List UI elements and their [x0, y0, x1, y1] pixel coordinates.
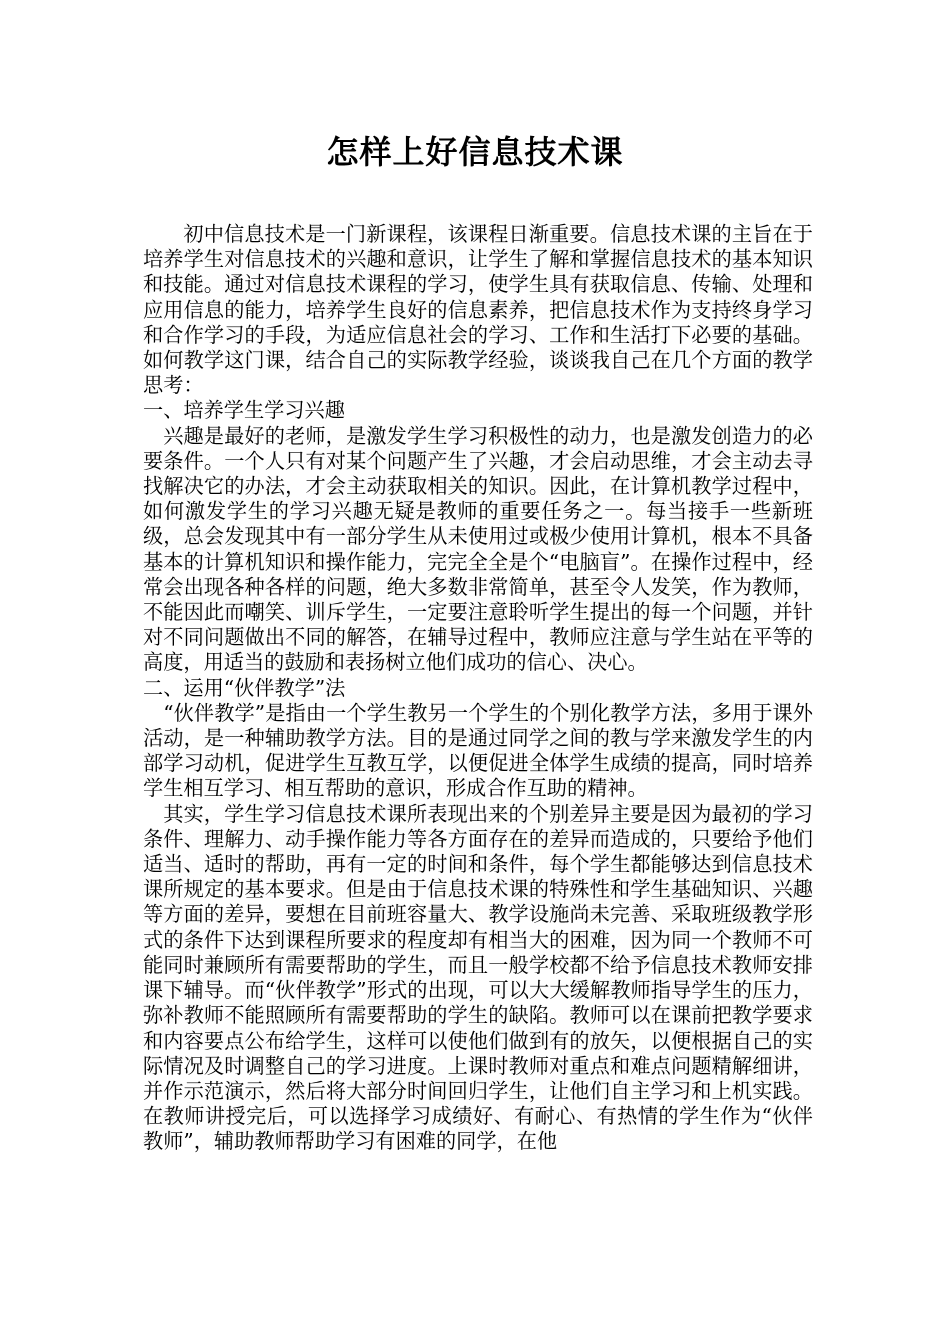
page-title: 怎样上好信息技术课 — [326, 133, 624, 171]
section-2-paragraph-2: 其实，学生学习信息技术课所表现出来的个别差异主要是因为最初的学习条件、理解力、动手操作能力等各方面存在的差异而造成的，只要给予他们适当、适时的帮助，再有一定的时间和条件，每个学生都能够达到信息技术课所规定的基本要求。但是由于信息技术课的特殊性和学生基础知识、兴趣等方面的差异，要想在目前班容量大、教学设施尚未完善、采取班级教学形式的条件下达到课程所要求的程度却有相当大的困难，因为同一个教师不可能同时兼顾所有需要帮助的学生，而且一般学校都不给予信息技术教师安排课下辅导。而“伙伴教学”形式的出现，可以大大缓解教师指导学生的压力，弥补教师不能照顾所有需要帮助的学生的缺陷。教师可以在课前把教学要求和内容要点公布给学生，这样可以使他们做到有的放矢，以便根据自己的实际情况及时调整自己的学习进度。上课时教师对重点和难点问题精解细讲，并作示范演示，然后将大部分时间回归学生，让他们自主学习和上机实践。在教师讲授完后，可以选择学习成绩好、有耐心、有热情的学生作为“伙伴教师”，辅助教师帮助学习有困难的同学，在他 — [143, 801, 813, 1154]
section-1-paragraph: 兴趣是最好的老师，是激发学生学习积极性的动力，也是激发创造力的必要条件。一个人只有对某个问题产生了兴趣，才会启动思维，才会主动去寻找解决它的办法，才会主动获取相关的知识。因此，在计算机教学过程中，如何激发学生的学习兴趣无疑是教师的重要任务之一。每当接手一些新班级，总会发现其中有一部分学生从未使用过或极少使用计算机，根本不具备基本的计算机知识和操作能力，完完全全是个“电脑盲”。在操作过程中，经常会出现各种各样的问题，绝大多数非常简单，甚至令人发笑，作为教师，不能因此而嘲笑、训斥学生，一定要注意聆听学生提出的每一个问题，并针对不同问题做出不同的解答，在辅导过程中，教师应注意与学生站在平等的高度，用适当的鼓励和表扬树立他们成功的信心、决心。 — [143, 423, 813, 675]
intro-paragraph: 初中信息技术是一门新课程，该课程日渐重要。信息技术课的主旨在于培养学生对信息技术的兴趣和意识，让学生了解和掌握信息技术的基本知识和技能。通过对信息技术课程的学习，使学生具有获取信息、传输、处理和应用信息的能力，培养学生良好的信息素养，把信息技术作为支持终身学习和合作学习的手段，为适应信息社会的学习、工作和生活打下必要的基础。如何教学这门课，结合自己的实际教学经验，谈谈我自己在几个方面的教学思考： — [143, 222, 813, 398]
document-body — [143, 222, 813, 1155]
section-heading-2: 二、运用“伙伴教学”法 — [143, 675, 346, 700]
section-heading-1: 一、培养学生学习兴趣 — [143, 398, 345, 423]
section-2-paragraph-1: “伙伴教学”是指由一个学生教另一个学生的个别化教学方法，多用于课外活动，是一种辅助教学方法。目的是通过同学之间的教与学来激发学生的内部学习动机，促进学生互教互学，以便促进全体学生成绩的提高，同时培养学生相互学习、相互帮助的意识，形成合作互助的精神。 — [143, 700, 813, 801]
